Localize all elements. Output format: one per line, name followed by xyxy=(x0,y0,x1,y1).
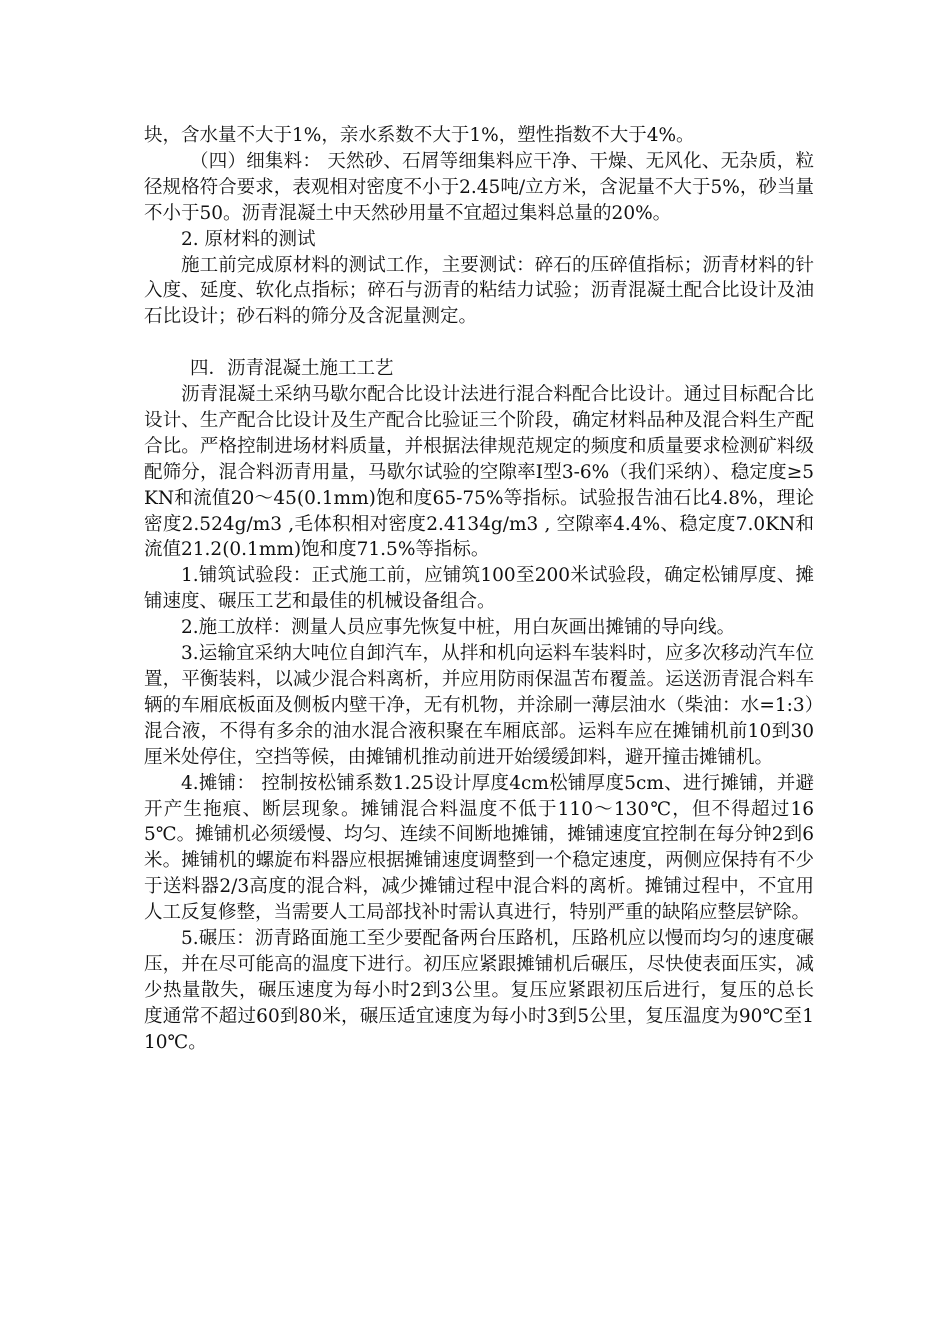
paragraph-fine-aggregate: （四）细集料： 天然砂、石屑等细集料应干净、干燥、无风化、无杂质，粒径规格符合要求，表观相对密度不小于2.45吨/立方米，含泥量不大于5%，砂当量不小于50。沥青混凝土中天然砂用量不宜超过集料总量的20%。 xyxy=(144,150,814,224)
subheading-raw-material-testing: 2. 原材料的测试 xyxy=(181,228,316,250)
section-heading-construction-process: 四．沥青混凝土施工工艺 xyxy=(190,358,394,380)
paragraph-transport: 3.运输宜采纳大吨位自卸汽车，从拌和机向运料车装料时，应多次移动汽车位置，平衡装料，以减少混合料离析，并应用防雨保温苫布覆盖。运送沥青混合料车辆的车厢底板面及侧板内壁干净，无有机物，并涂刷一薄层油水（柴油：水=1:3）混合液，不得有多余的油水混合液积聚在车厢底部。运料车应在摊铺机前10到30厘米处停住，空挡等候，由摊铺机推动前进开始缓缓卸料，避开撞击摊铺机。 xyxy=(144,643,814,768)
blank-line xyxy=(144,330,814,356)
paragraph-compaction: 5.碾压：沥青路面施工至少要配备两台压路机，压路机应以慢而均匀的速度碾压，并在尽可能高的温度下进行。初压应紧跟摊铺机后碾压，尽快使表面压实，减少热量散失，碾压速度为每小时2到3公里。复压应紧跟初压后进行，复压的总长度通常不超过60到80米，碾压适宜速度为每小时3到5公里，复压温度为90℃至110℃。 xyxy=(144,928,814,1053)
paragraph-trial-section: 1.铺筑试验段：正式施工前，应铺筑100至200米试验段，确定松铺厚度、摊铺速度、碾压工艺和最佳的机械设备组合。 xyxy=(144,565,814,613)
paragraph-continuation: 块，含水量不大于1%，亲水系数不大于1%，塑性指数不大于4%。 xyxy=(144,125,695,146)
paragraph-paving: 4.摊铺： 控制按松铺系数1.25设计厚度4cm松铺厚度5cm、进行摊铺，并避开产生拖痕、断层现象。摊铺混合料温度不低于110～130℃，但不得超过165℃。摊铺机必须缓慢、均匀、连续不间断地摊铺，摊铺速度宜控制在每分钟2到6米。摊铺机的螺旋布料器应根据摊铺速度调整到一个稳定速度，两侧应保持有不少于送料器2/3高度的混合料，减少摊铺过程中混合料的离析。摊铺过程中，不宜用人工反复修整，当需要人工局部找补时需认真进行，特别严重的缺陷应整层铲除。 xyxy=(144,772,814,924)
paragraph-setting-out: 2.施工放样：测量人员应事先恢复中桩，用白灰画出摊铺的导向线。 xyxy=(181,617,736,639)
paragraph-raw-material-testing: 施工前完成原材料的测试工作，主要测试：碎石的压碎值指标；沥青材料的针入度、延度、软化点指标；碎石与沥青的粘结力试验；沥青混凝土配合比设计及油石比设计；砂石料的筛分及含泥量测定。 xyxy=(144,254,814,328)
paragraph-mix-design: 沥青混凝土采纳马歇尔配合比设计法进行混合料配合比设计。通过目标配合比设计、生产配合比设计及生产配合比验证三个阶段，确定材料品种及混合料生产配合比。严格控制进场材料质量，并根据法律规范规定的频度和质量要求检测矿料级配筛分，混合料沥青用量，马歇尔试验的空隙率Ⅰ型3-6%（我们采纳）、稳定度≥5KN和流值20～45(0.1mm)饱和度65-75%等指标。试验报告油石比4.8%，理论密度2.524g/m3 ,毛体积相对密度2.4134g/m3 , 空隙率4.4%、稳定度7.0KN和流值21.2(0.1mm)饱和度71.5%等指标。 xyxy=(144,384,814,561)
document-body xyxy=(144,123,814,1056)
